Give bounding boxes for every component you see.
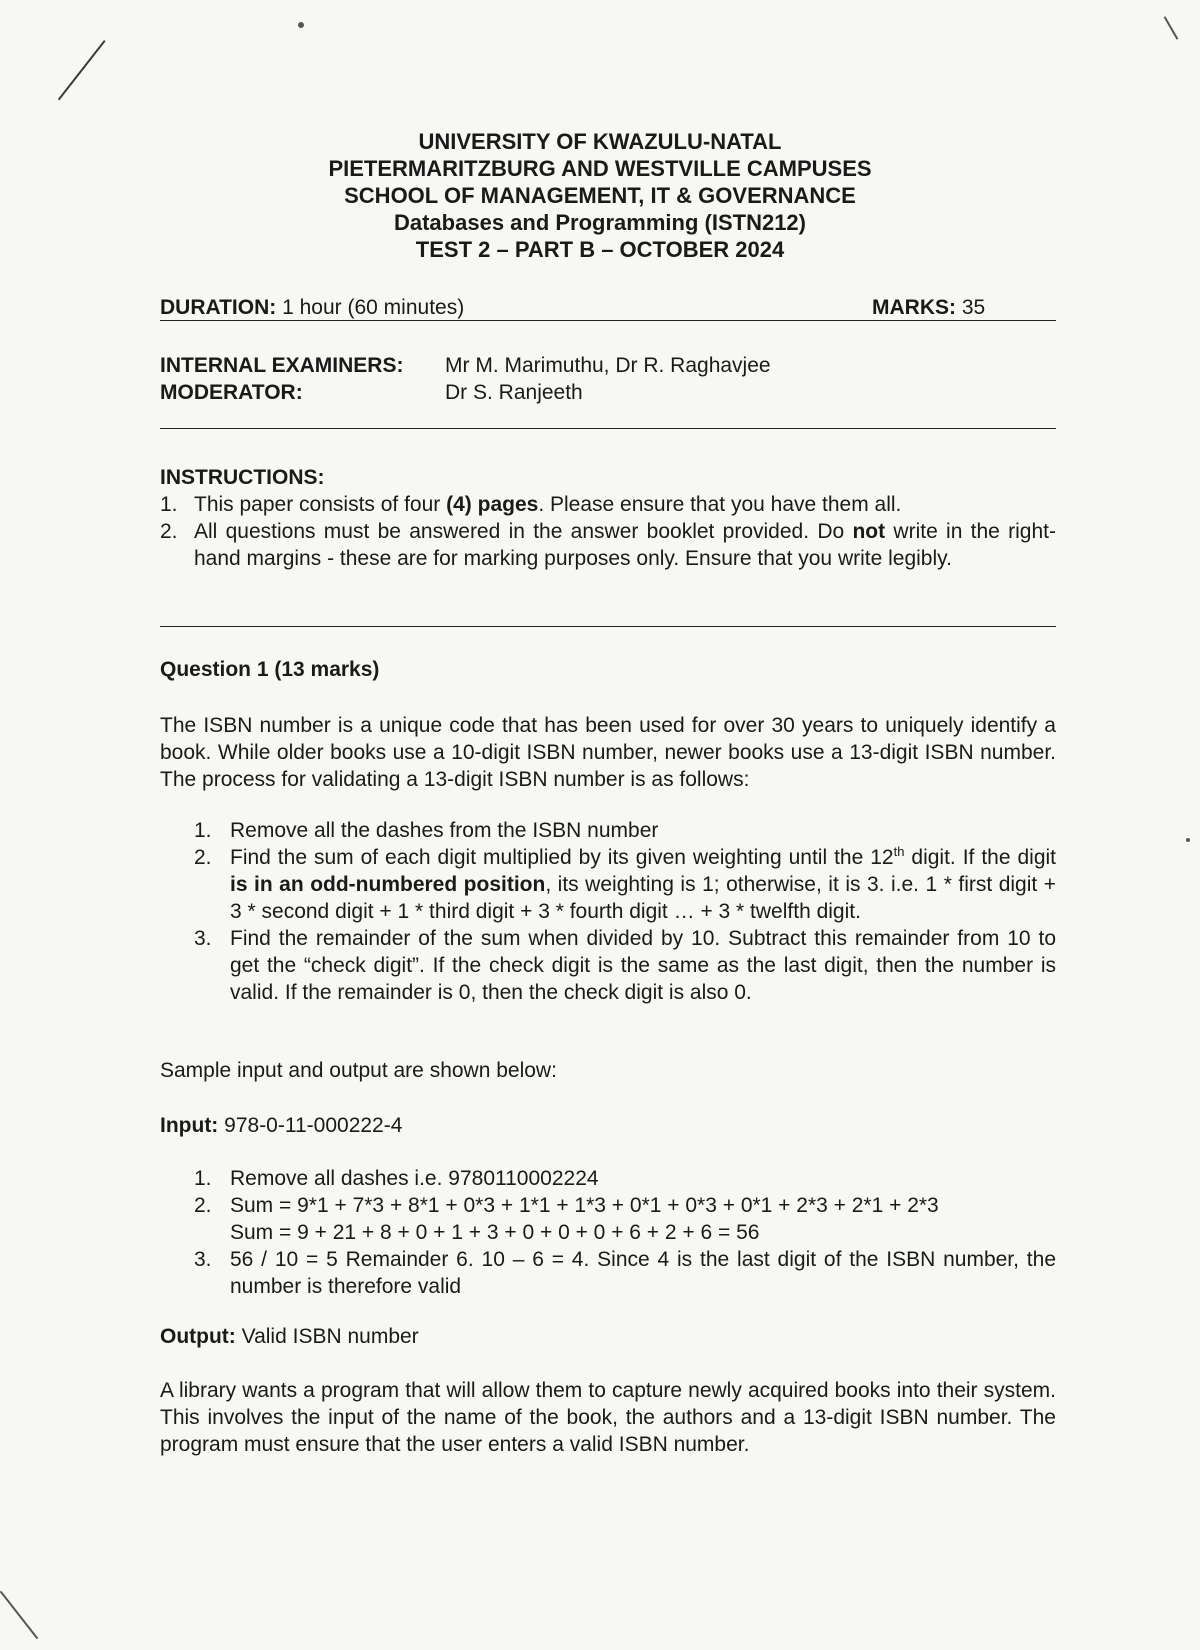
divider: [160, 626, 1056, 627]
closing-paragraph: A library wants a program that will allow them to capture newly acquired books into their system. This involves the input of the name of the book, the authors and a 13-digit ISBN number. The program must ensure that the user enters a valid ISBN number.: [160, 1379, 1056, 1456]
campuses: PIETERMARITZBURG AND WESTVILLE CAMPUSES: [328, 156, 872, 181]
item-text: Sum = 9*1 + 7*3 + 8*1 + 0*3 + 1*1 + 1*3 + 0*1 + 0*3 + 0*1 + 2*3 + 2*1 + 2*3: [230, 1194, 939, 1217]
item-text: digit. If the digit: [904, 846, 1056, 869]
item-text: This paper consists of four: [194, 493, 447, 516]
sample-output: [160, 1323, 419, 1350]
pen-stroke-mark: [58, 40, 106, 100]
item-number: 2.: [194, 1194, 212, 1217]
item-bold-text: (4) pages: [446, 493, 539, 516]
item-bold-text: not: [852, 520, 886, 543]
list-item: [160, 1165, 1056, 1192]
item-number: 3.: [194, 927, 212, 950]
item-number: 1.: [160, 493, 178, 516]
instructions-list: [160, 491, 1056, 572]
item-number: 1.: [194, 819, 212, 842]
divider: [160, 320, 1056, 321]
examiners-row: [160, 352, 1056, 379]
item-text: Find the sum of each digit multiplied by its given weighting until the 12: [230, 846, 894, 869]
item-number: 1.: [194, 1167, 212, 1190]
item-bold-text: is in an odd-numbered position: [230, 873, 546, 896]
item-text: write in the right-hand margins - these are for marking purposes only. Ensure that you write legibly.: [194, 520, 1056, 570]
list-item: [160, 518, 1056, 572]
sample-intro: Sample input and output are shown below:: [160, 1059, 557, 1082]
validation-steps: [160, 817, 1056, 1006]
marks-label: MARKS:: [872, 296, 956, 319]
list-item: [160, 817, 1056, 844]
examiners-value: Mr M. Marimuthu, Dr R. Raghavjee: [445, 354, 771, 377]
sample-input: [160, 1112, 402, 1139]
test-title: TEST 2 – PART B – OCTOBER 2024: [415, 237, 785, 262]
item-text: , its weighting is 1; otherwise, it is 3. i.e. 1 * first digit + 3 * second digit + 1 * third digit + 3 * fourth digit … + 3 * twelfth digit.: [230, 873, 1056, 923]
item-text: Find the remainder of the sum when divided by 10. Subtract this remainder from 10 to get the “check digit”. If the check digit is the same as the last digit, then the number is valid. If the remainder is 0, then the check digit is also 0.: [230, 927, 1056, 1004]
divider: [160, 428, 1056, 429]
item-number: 3.: [194, 1248, 212, 1271]
item-text: Sum = 9 + 21 + 8 + 0 + 1 + 3 + 0 + 0 + 0 + 6 + 2 + 6 = 56: [230, 1221, 760, 1244]
scan-speck: [298, 22, 304, 28]
list-item: [160, 491, 1056, 518]
moderator-value: Dr S. Ranjeeth: [445, 381, 583, 404]
school-name: SCHOOL OF MANAGEMENT, IT & GOVERNANCE: [344, 183, 856, 208]
list-item: [160, 1192, 1056, 1246]
item-text: . Please ensure that you have them all.: [538, 493, 902, 516]
superscript: th: [893, 844, 905, 859]
moderator-row: [160, 379, 1056, 406]
question-intro: The ISBN number is a unique code that has been used for over 30 years to uniquely identify a book. While older books use a 10-digit ISBN number, newer books use a 13-digit ISBN number. The process for validating a 13-digit ISBN number is as follows:: [160, 714, 1056, 791]
university-name: UNIVERSITY OF KWAZULU-NATAL: [418, 129, 782, 154]
duration-value: 1 hour (60 minutes): [282, 296, 465, 319]
list-item: [160, 844, 1056, 925]
module-name: Databases and Programming (ISTN212): [393, 210, 806, 235]
output-value: Valid ISBN number: [241, 1325, 419, 1348]
duration-label: DURATION:: [160, 296, 277, 319]
examiners-label: INTERNAL EXAMINERS:: [160, 354, 404, 377]
list-item: [160, 1246, 1056, 1300]
document-header: [0, 128, 1200, 263]
item-number: 2.: [194, 846, 212, 869]
marks: [872, 294, 985, 321]
input-label: Input:: [160, 1114, 219, 1137]
scan-speck: [1186, 838, 1190, 842]
question-heading: Question 1 (13 marks): [160, 658, 380, 681]
item-text: All questions must be answered in the answer booklet provided. Do: [194, 520, 853, 543]
scan-edge-mark: [0, 1591, 38, 1640]
item-number: 2.: [160, 520, 178, 543]
input-value: 978-0-11-000222-4: [224, 1114, 403, 1137]
duration-marks-row: [160, 294, 1056, 321]
item-text: Remove all the dashes from the ISBN number: [230, 819, 659, 842]
output-label: Output:: [160, 1325, 236, 1348]
marks-value: 35: [961, 296, 986, 319]
instructions-heading: INSTRUCTIONS:: [160, 466, 325, 489]
list-item: [160, 925, 1056, 1006]
sample-steps: [160, 1165, 1056, 1300]
instructions-section: [160, 464, 1056, 572]
scan-edge-mark: [1164, 16, 1179, 40]
moderator-label: MODERATOR:: [160, 381, 303, 404]
item-text: Remove all dashes i.e. 9780110002224: [230, 1167, 599, 1190]
item-text: 56 / 10 = 5 Remainder 6. 10 – 6 = 4. Since 4 is the last digit of the ISBN number, the number is therefore valid: [230, 1248, 1056, 1298]
